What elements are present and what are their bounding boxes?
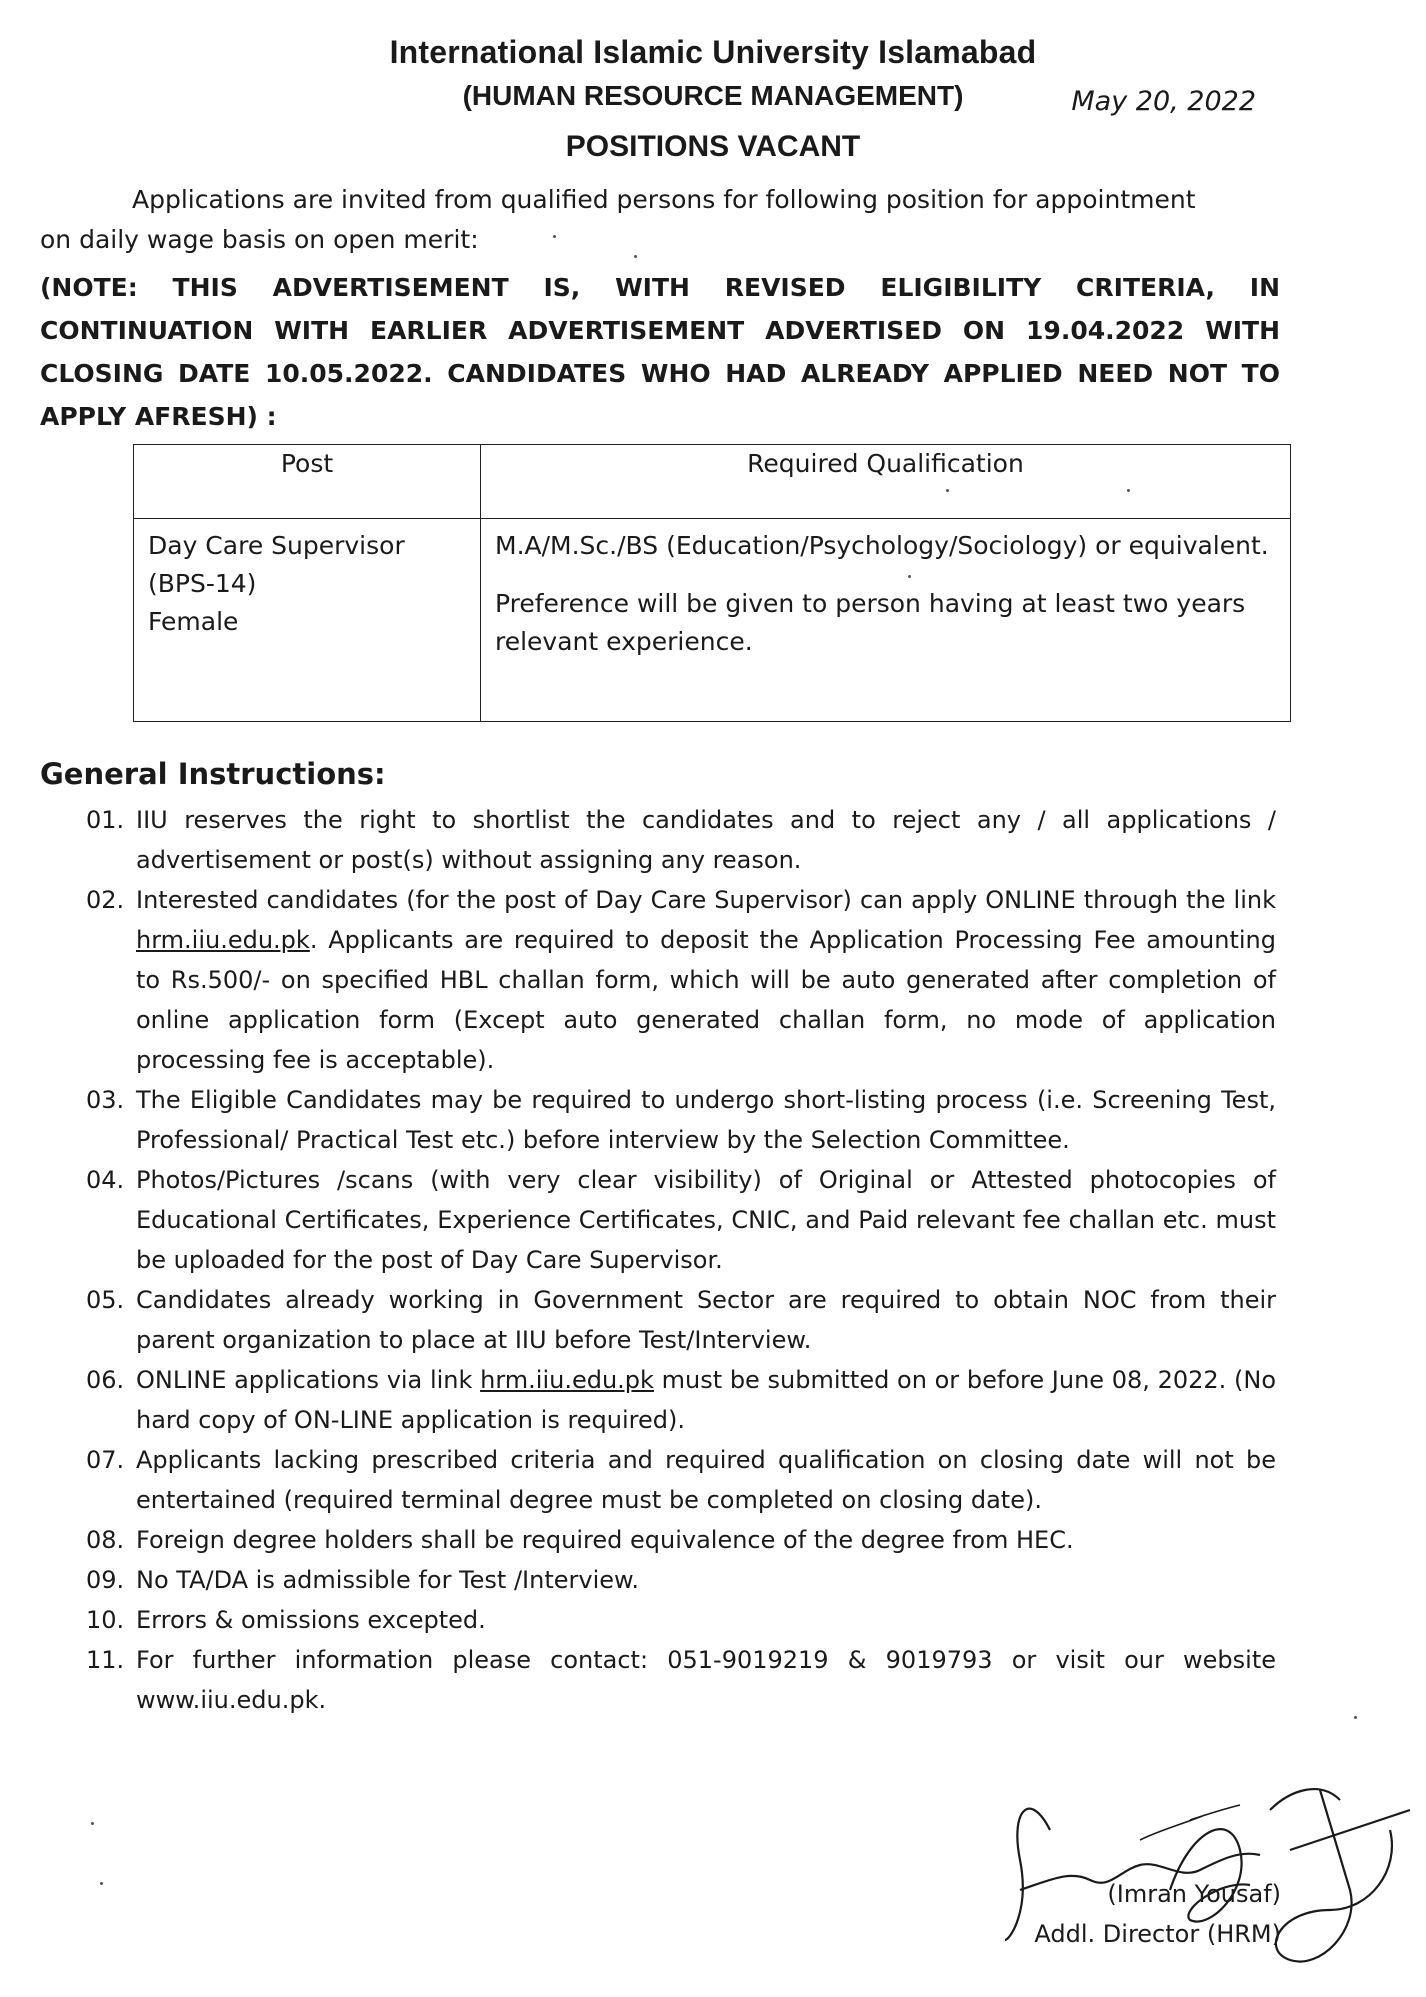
post-scale: (BPS-14) bbox=[148, 569, 257, 598]
item-number: 06. bbox=[86, 1366, 125, 1394]
signatory-block bbox=[1034, 1874, 1281, 1954]
list-item bbox=[86, 1440, 1276, 1520]
item-number: 08. bbox=[86, 1526, 125, 1554]
item-text: Candidates already working in Government Sector are required to obtain NOC from their parent organization to place at IIU before Test/Interview. bbox=[136, 1286, 1276, 1354]
item-number: 10. bbox=[86, 1606, 125, 1634]
list-item bbox=[86, 1080, 1276, 1160]
qualification-column-header: Required Qualification bbox=[481, 445, 1291, 519]
hrm-link[interactable]: hrm.iiu.edu.pk bbox=[480, 1366, 654, 1394]
post-gender: Female bbox=[148, 607, 239, 636]
table-header-row bbox=[134, 445, 1291, 519]
list-item bbox=[86, 880, 1276, 1080]
item-number: 03. bbox=[86, 1086, 125, 1114]
item-text: No TA/DA is admissible for Test /Interview. bbox=[136, 1566, 640, 1594]
list-item bbox=[86, 1160, 1276, 1280]
item-text: Errors & omissions excepted. bbox=[136, 1606, 486, 1634]
advertisement-note: (NOTE: THIS ADVERTISEMENT IS, WITH REVISED ELIGIBILITY CRITERIA, IN CONTINUATION WITH EARLIER ADVERTISEMENT ADVERTISED ON 19.04.2022 WITH CLOSING DATE 10.05.2022. CANDIDATES WHO HAD ALREADY APPLIED NEED NOT TO APPLY AFRESH) : bbox=[40, 273, 1280, 431]
signatory-name: (Imran Yousaf) bbox=[1107, 1880, 1281, 1908]
signatory-designation: Addl. Director (HRM) bbox=[1034, 1920, 1281, 1948]
institution-title: International Islamic University Islamabad bbox=[389, 34, 1037, 70]
issue-date: May 20, 2022 bbox=[1071, 86, 1256, 117]
item-number: 05. bbox=[86, 1286, 125, 1314]
item-text: Photos/Pictures /scans (with very clear visibility) of Original or Attested photocopies of Educational Certificates, Experience Certificates, CNIC, and Paid relevant fee challan etc. must be uploaded for the post of Day Care Supervisor. bbox=[136, 1166, 1276, 1274]
list-item bbox=[86, 1560, 1276, 1600]
post-column-header: Post bbox=[134, 445, 481, 519]
item-number: 07. bbox=[86, 1446, 125, 1474]
instructions-list bbox=[86, 800, 1276, 1720]
item-text-pre: Interested candidates (for the post of Day Care Supervisor) can apply ONLINE through the link bbox=[136, 886, 1276, 914]
item-number: 11. bbox=[86, 1646, 125, 1674]
item-text: The Eligible Candidates may be required to undergo short-listing process (i.e. Screening Test, Professional/ Practical Test etc.) before interview by the Selection Committee. bbox=[136, 1086, 1276, 1154]
item-text-post: must be submitted on or before June 08, 2022. (No hard copy of ON-LINE application is required). bbox=[136, 1366, 1277, 1434]
item-text: Applicants lacking prescribed criteria and required qualification on closing date will not be entertained (required terminal degree must be completed on closing date). bbox=[136, 1446, 1276, 1514]
post-title: Day Care Supervisor bbox=[148, 531, 405, 560]
item-number: 02. bbox=[86, 886, 125, 914]
list-item bbox=[86, 1280, 1276, 1360]
item-number: 09. bbox=[86, 1566, 125, 1594]
list-item bbox=[86, 1640, 1276, 1720]
item-text-post: . Applicants are required to deposit the Application Processing Fee amounting to Rs.500/- on specified HBL challan form, which will be auto generated after completion of online application form (Except auto generated challan form, no mode of application processing fee is acceptable). bbox=[136, 926, 1276, 1074]
department-subtitle: (HUMAN RESOURCE MANAGEMENT) bbox=[462, 80, 964, 111]
list-item bbox=[86, 1520, 1276, 1560]
preference-text: Preference will be given to person having at least two years relevant experience. bbox=[495, 589, 1246, 656]
intro-line-2: on daily wage basis on open merit: bbox=[40, 225, 479, 254]
item-number: 01. bbox=[86, 806, 125, 834]
list-item bbox=[86, 800, 1276, 880]
table-row bbox=[134, 519, 1291, 722]
item-text: Foreign degree holders shall be required equivalence of the degree from HEC. bbox=[136, 1526, 1074, 1554]
item-text-pre: ONLINE applications via link bbox=[136, 1366, 481, 1394]
qualification-text: M.A/M.Sc./BS (Education/Psychology/Sociology) or equivalent. bbox=[495, 531, 1269, 560]
item-text: IIU reserves the right to shortlist the candidates and to reject any / all applications / advertisement or post(s) without assigning any reason. bbox=[136, 806, 1276, 874]
intro-paragraph bbox=[40, 180, 1240, 260]
list-item bbox=[86, 1360, 1276, 1440]
hrm-link[interactable]: hrm.iiu.edu.pk bbox=[136, 926, 310, 954]
general-instructions-heading: General Instructions: bbox=[40, 757, 386, 791]
intro-line-1: Applications are invited from qualified persons for following position for appointment bbox=[132, 185, 1196, 214]
item-text: For further information please contact: 051-9019219 & 9019793 or visit our website www.iiu.edu.pk. bbox=[136, 1646, 1276, 1714]
item-number: 04. bbox=[86, 1166, 125, 1194]
positions-table bbox=[133, 444, 1291, 722]
list-item bbox=[86, 1600, 1276, 1640]
page-heading: POSITIONS VACANT bbox=[565, 130, 861, 163]
qualification-cell bbox=[481, 519, 1291, 722]
post-cell bbox=[134, 519, 481, 722]
